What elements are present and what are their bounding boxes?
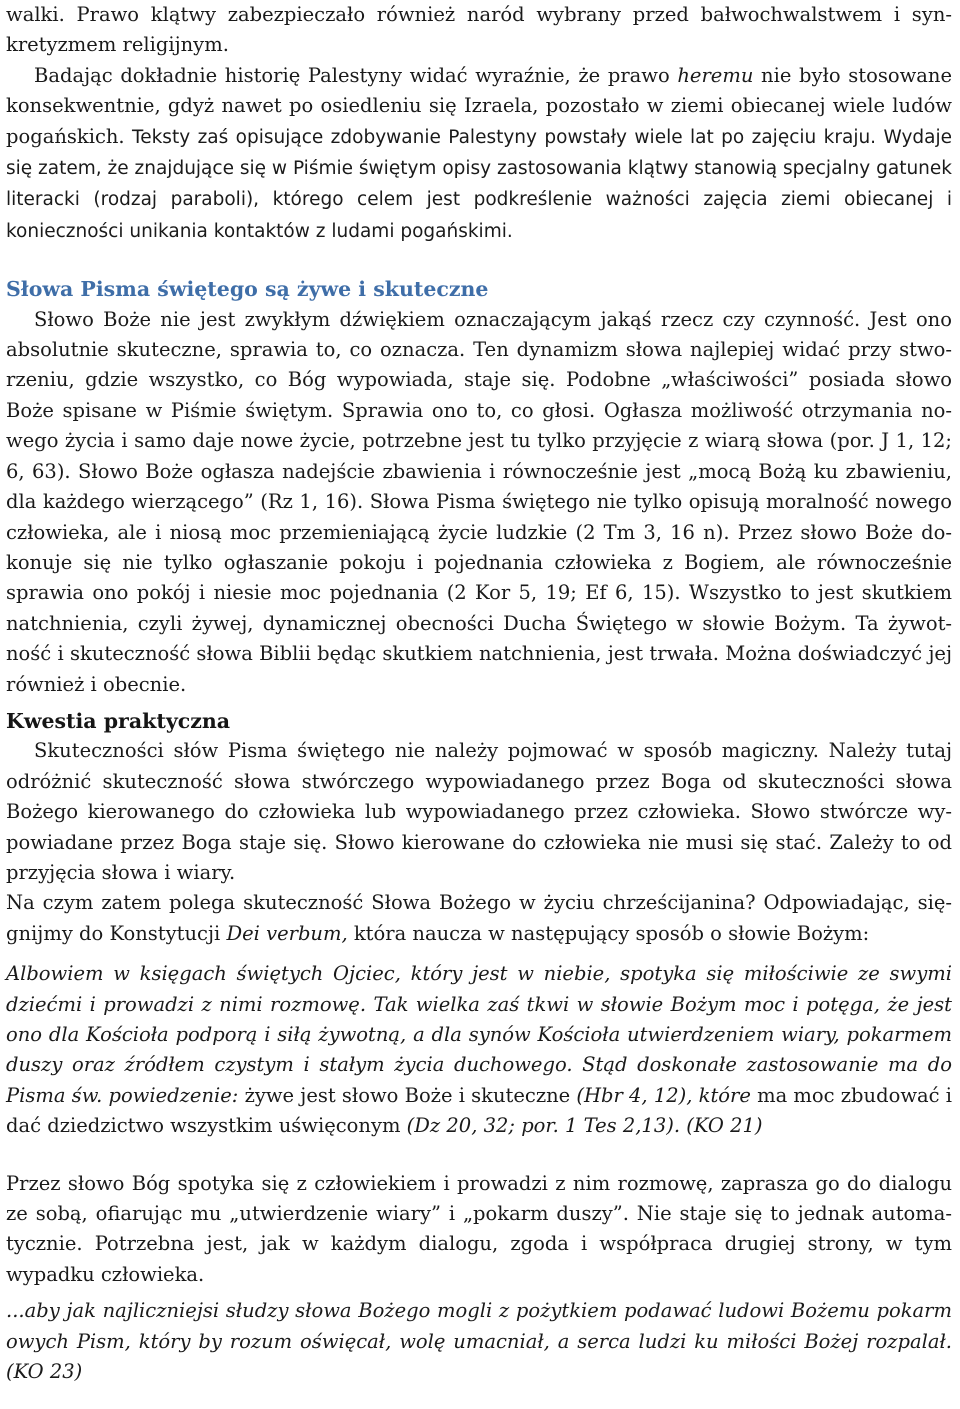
block-quote-ko23: ...aby jak najliczniejsi słudzy słowa Bożego mogli z pożytkiem podawać ludowi Bożemu pokarm owych Pism, który by rozum oświęcał, wolę umacniał, a serca ludzi ku miłości Bożej rozpalał. (KO 23) xyxy=(6,1299,952,1384)
intro-text: nie było stosowane konsekwentnie, gdyż nawet po osiedleniu się Izraela, pozostało w ziemi obiecanej wiele ludów pogańskich. xyxy=(6,63,953,148)
quote-text: (Hbr 4, 12), które xyxy=(570,1083,758,1107)
quote-upright-text: ma moc zbudować i dać dziedzictwo wszystkim uświęconym xyxy=(6,1083,952,1138)
section2-text: Na czym zatem polega skuteczność Słowa Bożego w życiu chrześcijanina? Odpowiadając, sięgnijmy do Konstytucji xyxy=(6,891,952,945)
section2-paragraph-1: Skuteczności słów Pisma świętego nie należy pojmować w sposób magiczny. Należy tutaj odróżnić skuteczność słowa stwórczego wypowiadanego przez Boga od skuteczności słowa Bożego kierowanego do człowieka lub wypowiadanego przez człowieka. Słowo stwórcze wypowiadane przez Boga staje się. Słowo kierowane do człowieka nie musi się stać. Zależy to od przyjęcia słowa i wiary. xyxy=(6,739,952,884)
dei-verbum-title: Dei verbum, xyxy=(226,921,348,945)
section-heading-practical: Kwestia praktyczna xyxy=(6,708,231,733)
intro-text: Badając dokładnie historię Palestyny widać wyraźnie, że prawo xyxy=(34,63,678,87)
quote-text: Albowiem w księgach świętych Ojciec, który jest w niebie, spotyka się miłościwie ze swymi dziećmi i prowadzi z nimi rozmowę. Tak wielka zaś tkwi w słowie Bożym moc i potęga, że jest ono dla Kościoła podporą i siłą żywotną, a dla synów Kościoła utwierdzeniem wiary, pokarmem duszy oraz źródłem czystym i stałym życia duchowego. Stąd doskonałe zastosowanie ma do Pisma św. powiedzenie: xyxy=(6,962,952,1107)
intro-paragraph-2 xyxy=(6,61,952,247)
intro-paragraph-1: walki. Prawo klątwy zabezpieczało również naród wybrany przed bałwochwalstwem i synkretyzmem religijnym. xyxy=(6,3,952,57)
intro-text-sans: Teksty zaś opisujące zdobywanie Palestyny powstały wiele lat po zajęciu kraju. Wydaje się zatem, że znajdujące się w Piśmie świętym opisy zastosowania klątwy stanowią specjalny gatunek literacki (rodzaj paraboli), którego celem jest podkreślenie ważności zajęcia ziemi obiecanej i konieczności unikania kontaktów z ludami pogańskimi. xyxy=(6,126,952,242)
block-quote-ko21 xyxy=(6,959,952,1141)
section1-paragraph: Słowo Boże nie jest zwykłym dźwiękiem oznaczającym jakąś rzecz czy czynność. Jest ono absolutnie skuteczne, sprawia to, co oznacza. Ten dynamizm słowa najlepiej widać przy stworzeniu, gdzie wszystko, co Bóg wypowiada, staje się. Podobne „właściwości” posiada słowo Boże spisane w Piśmie świętym. Sprawia ono to, co głosi. Ogłasza możliwość otrzymania nowego życia i samo daje nowe życie, potrzebne jest tu tylko przyjęcie z wiarą słowa (por. J 1, 12; 6, 63). Słowo Boże ogłasza nadejście zbawienia i równocześnie jest „mocą Bożą ku zbawieniu, dla każdego wierzącego” (Rz 1, 16). Słowa Pisma świętego nie tylko opisują moralność nowego człowieka, ale i niosą moc przemieniającą życie ludzkie (2 Tm 3, 16 n). Przez słowo Boże dokonuje się nie tylko ogłaszanie pokoju i pojednania człowieka z Bogiem, ale równocześnie sprawia ono pokój i niesie moc pojednania (2 Kor 5, 19; Ef 6, 15). Wszystko to jest skutkiem natchnienia, czyli żywej, dynamicznej obecności Ducha Świętego w słowie Bożym. Ta żywotność i skuteczność słowa Biblii będąc skutkiem natchnienia, jest trwała. Można doświadczyć jej również i obecnie. xyxy=(6,307,952,696)
quote-upright-text: żywe jest słowo Boże i skuteczne xyxy=(244,1083,571,1107)
section-heading-living-words: Słowa Pisma świętego są żywe i skuteczne xyxy=(6,277,489,302)
section2-paragraph-3: Przez słowo Bóg spotyka się z człowiekiem i prowadzi z nim rozmowę, zaprasza go do dialogu ze sobą, ofiarując mu „utwierdzenie wiary” i „pokarm duszy”. Nie staje się to jednak automatycznie. Potrzebna jest, jak w każdym dialogu, zgoda i współpraca drugiej strony, w tym wypadku człowieka. xyxy=(6,1171,952,1286)
intro-emphasis: heremu xyxy=(677,63,754,87)
section2-paragraph-2 xyxy=(6,888,952,949)
section2-text: która naucza w następujący sposób o słowie Bożym: xyxy=(347,921,870,945)
quote-text: (Dz 20, 32; por. 1 Tes 2,13). (KO 21) xyxy=(400,1114,763,1138)
